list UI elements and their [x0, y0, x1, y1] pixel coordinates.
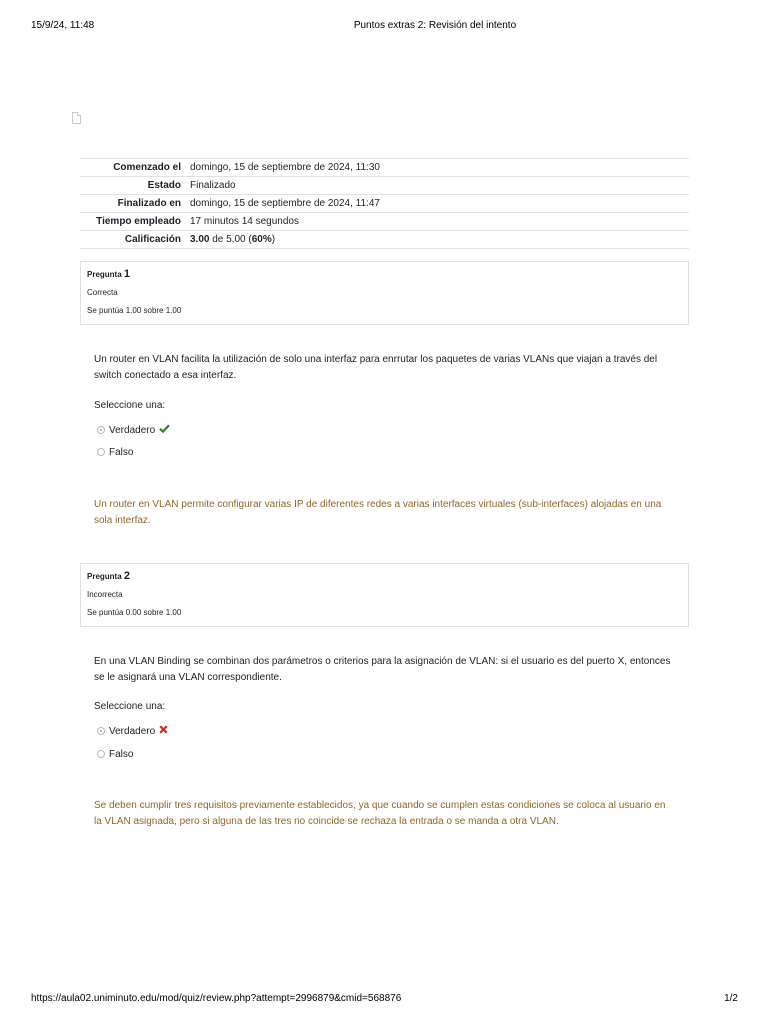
summary-row: [80, 195, 689, 213]
question-state: Incorrecta: [87, 590, 123, 599]
broken-image-icon: [72, 112, 81, 124]
question-2-info: [80, 563, 689, 627]
question-2-feedback: Se deben cumplir tres requisitos previamente establecidos, ya que cuando se cumplen estas condiciones se coloca al usuario en la VLAN asignada, pero si alguna de las tres no coincide se rechaza la entrada o se manda a otra VLAN.: [94, 800, 666, 827]
summary-row: [80, 159, 689, 177]
summary-label: Calificación: [80, 231, 190, 249]
summary-row: [80, 231, 689, 249]
attempt-summary-table: [80, 158, 689, 249]
question-grade: Se puntúa 0.00 sobre 1.00: [87, 608, 182, 617]
question-grade: Se puntúa 1.00 sobre 1.00: [87, 306, 182, 315]
summary-label: Finalizado en: [80, 195, 190, 213]
answer-option[interactable]: [97, 747, 133, 761]
answer-label: Verdadero: [109, 424, 156, 436]
answer-option[interactable]: [97, 445, 133, 459]
question-1-prompt: Seleccione una:: [94, 400, 166, 411]
radio-button[interactable]: [97, 750, 105, 758]
correct-icon: [159, 424, 170, 436]
grade-mid: de 5.00 (: [209, 234, 252, 245]
question-2-text: En una VLAN Binding se combinan dos parámetros o criterios para la asignación de VLAN: si el usuario es del puerto X, entonces se le asignará una VLAN correspondiente.: [94, 656, 671, 683]
question-state: Correcta: [87, 288, 118, 297]
radio-button[interactable]: [97, 727, 105, 735]
summary-value: Finalizado: [190, 177, 689, 195]
print-title: Puntos extras 2: Revisión del intento: [353, 20, 517, 31]
print-datetime: 15/9/24, 11:48: [31, 20, 95, 31]
answer-option[interactable]: [97, 423, 170, 437]
summary-value: domingo, 15 de septiembre de 2024, 11:47: [190, 195, 689, 213]
answer-label: Verdadero: [109, 725, 156, 737]
radio-button[interactable]: [97, 426, 105, 434]
answer-label: Falso: [109, 748, 134, 760]
summary-label: Tiempo empleado: [80, 213, 190, 231]
answer-option[interactable]: [97, 724, 168, 738]
answer-label: Falso: [109, 446, 134, 458]
grade-value: [190, 231, 689, 249]
summary-value: 17 minutos 14 segundos: [190, 213, 689, 231]
question-2-prompt: Seleccione una:: [94, 701, 166, 712]
summary-label: Estado: [80, 177, 190, 195]
question-1-info: [80, 261, 689, 325]
summary-value: domingo, 15 de septiembre de 2024, 11:30: [190, 159, 689, 177]
summary-row: [80, 213, 689, 231]
summary-row: [80, 177, 689, 195]
incorrect-icon: [159, 725, 168, 737]
grade-score: 3.00: [190, 234, 210, 245]
question-number: Pregunta 2: [87, 570, 131, 582]
page-number: 1/2: [724, 993, 738, 1004]
grade-percent: 60%: [251, 234, 272, 245]
grade-end: ): [271, 234, 276, 245]
question-1-feedback: Un router en VLAN permite configurar varias IP de diferentes redes a varias interfaces virtuales (sub-interfaces) alojadas en una sola interfaz.: [94, 499, 662, 526]
print-header: [0, 20, 768, 34]
radio-button[interactable]: [97, 448, 105, 456]
page-url: https://aula02.uniminuto.edu/mod/quiz/review.php?attempt=2996879&cmid=568876: [31, 993, 402, 1004]
summary-label: Comenzado el: [80, 159, 190, 177]
question-number: Pregunta 1: [87, 268, 131, 280]
question-1-text: Un router en VLAN facilita la utilización de solo una interfaz para enrrutar los paquetes de varias VLANs que viajan a través del switch conectado a esa interfaz.: [94, 354, 658, 381]
